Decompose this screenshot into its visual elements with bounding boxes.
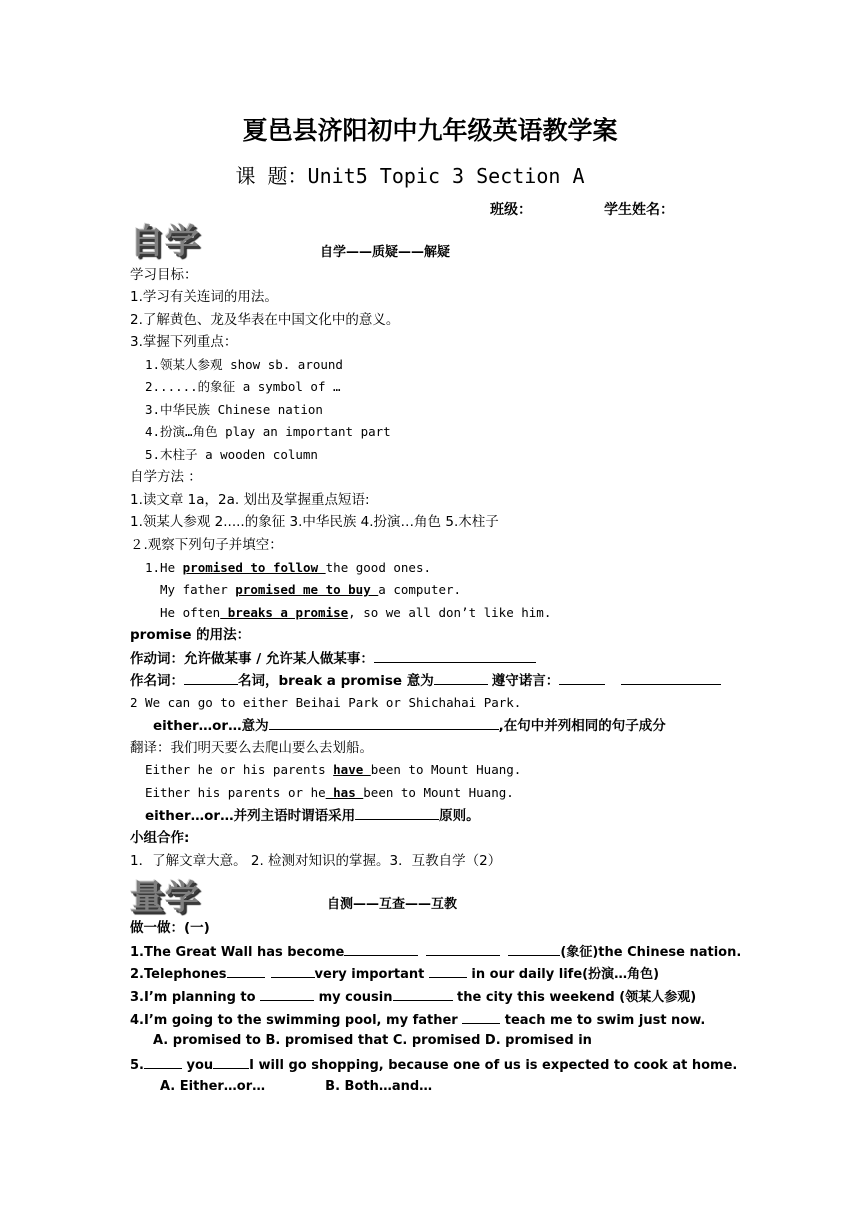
goal-1: 1.学习有关连词的用法。 [130,289,278,305]
fill-blank[interactable] [426,942,500,956]
fill-blank[interactable] [559,671,605,685]
fill-blank[interactable] [144,1055,182,1069]
do-it-title: 做一做：(一) [130,920,210,936]
translate-line: 翻译：我们明天要么去爬山要么去划船。 [130,740,373,756]
fill-blank[interactable] [271,964,315,978]
promise-usage-title: promise 的用法： [130,627,251,643]
fill-blank[interactable] [462,1010,500,1024]
fill-blank[interactable] [355,806,439,820]
section2-heading: 自测——互查——互教 [327,897,458,912]
class-label: 班级： [490,202,532,218]
group-work-title: 小组合作: [130,830,190,846]
goals-title: 学习目标： [130,267,198,283]
fill-blank[interactable] [269,716,499,730]
question-4: 4.I’m going to the swimming pool, my father teach me to swim just now. [130,1010,705,1030]
example-sentence-1: 1.He promised to follow the good ones. [145,560,431,575]
agreement-rule: either…or…并列主语时谓语采用 原则。 [145,808,480,824]
either-or-sentence: 2 We can go to either Beihai Park or Shichahai Park. [130,695,522,710]
question-5-options: A. Either…or… B. Both…and… [160,1079,433,1094]
goal-2: 2.了解黄色、龙及华表在中国文化中的意义。 [130,312,400,328]
key-point: 3.中华民族 Chinese nation [145,402,323,417]
either-or-meaning: either…or…意为 ,在句中并列相同的句子成分 [153,718,666,734]
example-sentence-3: He often breaks a promise, so we all don’t like him. [160,605,552,620]
fill-blank[interactable] [434,671,488,685]
method-1: 1.读文章 1a，2a. 划出及掌握重点短语: [130,492,370,508]
noun-usage-line: 作名词： 名词，break a promise 意为 遵守诺言： [130,671,721,690]
fill-blank[interactable] [344,942,418,956]
example-sentence-4: Either he or his parents have been to Mount Huang. [145,762,522,777]
goal-3: 3.掌握下列重点： [130,334,238,350]
fill-blank[interactable] [227,964,265,978]
fill-blank[interactable] [184,671,238,685]
key-point: 2......的象征 a symbol of … [145,379,341,394]
verb-usage-line: 作动词：允许做某事 / 允许某人做某事： [130,649,536,668]
question-4-options: A. promised to B. promised that C. promised D. promised in [153,1033,592,1048]
fill-blank[interactable] [429,964,467,978]
question-3: 3.I’m planning to my cousin the city this weekend (领某人参观) [130,987,696,1007]
fill-blank[interactable] [508,942,560,956]
document-title: 夏邑县济阳初中九年级英语教学案 [242,116,618,145]
example-sentence-2: My father promised me to buy a computer. [160,582,462,597]
key-point: 4.扮演…角色 play an important part [145,424,391,439]
method-1-items: 1.领某人参观 2.....的象征 3.中华民族 4.扮演…角色 5.木柱子 [130,514,499,530]
student-name-label: 学生姓名： [604,202,674,218]
practice-stamp: 量学 [130,878,200,918]
group-work-items: 1．了解文章大意。 2. 检测对知识的掌握。3．互教自学（2） [130,853,502,869]
fill-blank[interactable] [393,987,453,1001]
section1-heading: 自学——质疑——解疑 [320,245,451,260]
key-point: 5.木柱子 a wooden column [145,447,318,462]
method-2: ２.观察下列句子并填空： [130,537,283,553]
question-1: 1.The Great Wall has become (象征)the Chinese nation. [130,942,741,962]
fill-blank[interactable] [621,671,721,685]
self-study-stamp: 自学 [130,222,200,262]
question-5: 5. you I will go shopping, because one of us is expected to cook at home. [130,1055,737,1075]
key-point: 1.领某人参观 show sb. around [145,357,343,372]
method-title: 自学方法 ： [130,469,202,485]
question-2: 2.Telephones very important in our daily life(扮演…角色) [130,964,659,984]
example-sentence-5: Either his parents or he has been to Mount Huang. [145,785,514,800]
fill-blank[interactable] [260,987,314,1001]
lesson-subtitle: 课 题：Unit5 Topic 3 Section A [235,164,585,188]
fill-blank[interactable] [213,1055,249,1069]
fill-blank[interactable] [374,649,536,663]
